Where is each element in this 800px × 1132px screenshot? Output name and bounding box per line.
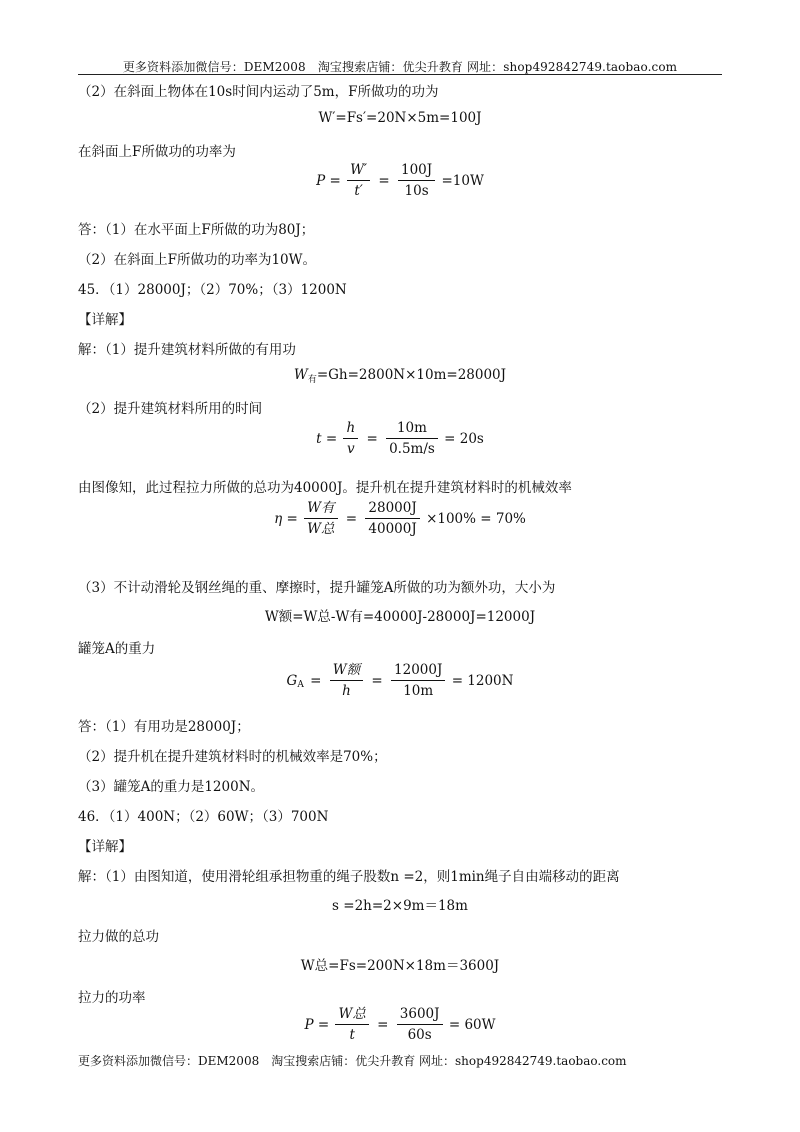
eq-lhs: η = — [274, 510, 298, 527]
p45-equation-5 — [0, 662, 800, 699]
eq-lhs: P = — [304, 1016, 330, 1033]
eq-operator: = — [366, 430, 378, 447]
p44-line-2: 在斜面上F所做功的功率为 — [78, 144, 236, 160]
fraction-denominator: h — [342, 683, 351, 699]
p44-equation-1: W′=Fs′=20N×5m=100J — [318, 110, 482, 126]
p45-equation-3 — [0, 500, 800, 537]
p46-equation-1: s =2h=2×9m＝18m — [332, 898, 468, 914]
eq-operator: = — [378, 172, 390, 189]
fraction-denominator: 10m — [403, 683, 434, 699]
p46-equation-3 — [0, 1006, 800, 1043]
fraction — [398, 162, 435, 199]
p45-detail-heading: 【详解】 — [78, 312, 132, 328]
fraction-numerator: 3600J — [397, 1006, 443, 1025]
fraction-numerator: 10m — [386, 420, 438, 439]
fraction — [391, 662, 445, 699]
p46-line-3: 拉力的功率 — [78, 990, 146, 1006]
p45-answer-1: 答：（1）有用功是28000J； — [78, 719, 250, 735]
eq-operator: = — [310, 672, 322, 689]
p44-answer-2: （2）在斜面上F所做功的功率为10W。 — [78, 252, 317, 268]
eq-subscript: A — [297, 680, 304, 690]
eq-subscript: 有 — [307, 375, 317, 385]
p46-line-1: 解：（1）由图知道，使用滑轮组承担物重的绳子股数n =2，则1min绳子自由端移动的距离 — [78, 869, 620, 885]
fraction-numerator: 28000J — [365, 500, 419, 519]
fraction-denominator: W总 — [307, 521, 335, 537]
fraction-denominator: v — [347, 441, 355, 457]
fraction-numerator: W额 — [330, 662, 363, 681]
fraction-denominator: 60s — [407, 1027, 432, 1043]
eq-rhs: = 20s — [444, 430, 484, 447]
p44-equation-2 — [0, 162, 800, 199]
p46-equation-2: W总=Fs=200N×18m＝3600J — [300, 958, 500, 974]
p45-equation-1 — [0, 367, 800, 385]
page-header: 更多资料添加微信号：DEM2008 淘宝搜索店铺：优尖升教育 网址：shop492842749.taobao.com — [122, 60, 678, 74]
header-rule — [78, 74, 722, 75]
p44-answer-1: 答：（1）在水平面上F所做的功为80J； — [78, 222, 315, 238]
p45-line-3: 由图像知，此过程拉力所做的总功为40000J。提升机在提升建筑材料时的机械效率 — [78, 480, 572, 496]
eq-lhs: t = — [316, 430, 338, 447]
fraction-numerator: 100J — [398, 162, 435, 181]
fraction-denominator: t′ — [354, 183, 363, 199]
fraction-denominator: t — [349, 1027, 355, 1043]
fraction — [397, 1006, 443, 1043]
eq-operator: = — [345, 510, 358, 527]
fraction-numerator: W′ — [347, 162, 370, 181]
eq-rest: =Gh=2800N×10m=28000J — [316, 367, 507, 383]
p45-answer-2: （2）提升机在提升建筑材料时的机械效率是70%； — [78, 749, 387, 765]
p45-line-1: 解：（1）提升建筑材料所做的有用功 — [78, 342, 296, 358]
p45-title: 45．（1）28000J；（2）70%；（3）1200N — [78, 282, 347, 298]
eq-lhs: P = — [316, 172, 341, 189]
p45-line-5: 罐笼A的重力 — [78, 641, 156, 657]
eq-symbol: W — [293, 367, 308, 383]
fraction — [365, 500, 419, 537]
eq-lhs: G — [286, 672, 298, 689]
p44-line-1: （2）在斜面上物体在10s时间内运动了5m，F所做功的功为 — [78, 84, 439, 100]
eq-operator: = — [377, 1016, 389, 1033]
fraction — [330, 662, 363, 699]
fraction-denominator: 0.5m/s — [389, 441, 435, 457]
fraction-numerator: W总 — [335, 1006, 368, 1025]
fraction — [347, 162, 370, 199]
eq-rhs: = 60W — [448, 1016, 496, 1033]
p46-detail-heading: 【详解】 — [78, 839, 132, 855]
fraction-numerator: h — [343, 420, 358, 439]
p45-answer-3: （3）罐笼A的重力是1200N。 — [78, 779, 265, 795]
fraction — [343, 420, 358, 457]
fraction-numerator: W有 — [304, 500, 337, 519]
fraction-numerator: 12000J — [391, 662, 445, 681]
fraction-denominator: 10s — [404, 183, 429, 199]
fraction — [335, 1006, 368, 1043]
page-footer: 更多资料添加微信号：DEM2008 淘宝搜索店铺：优尖升教育 网址：shop492842749.taobao.com — [78, 1054, 627, 1068]
eq-rhs: ×100% = 70% — [426, 510, 526, 527]
eq-operator: = — [371, 672, 383, 689]
p45-line-4: （3）不计动滑轮及钢丝绳的重、摩擦时，提升罐笼A所做的功为额外功，大小为 — [78, 580, 556, 596]
p45-line-2: （2）提升建筑材料所用的时间 — [78, 401, 263, 417]
fraction-denominator: 40000J — [368, 521, 417, 537]
p45-equation-2 — [0, 420, 800, 457]
fraction — [386, 420, 438, 457]
eq-rhs: =10W — [441, 172, 484, 189]
eq-rhs: = 1200N — [451, 672, 514, 689]
fraction — [304, 500, 337, 537]
p46-line-2: 拉力做的总功 — [78, 929, 159, 945]
p45-equation-4: W额=W总-W有=40000J-28000J=12000J — [264, 609, 536, 625]
p46-title: 46．（1）400N；（2）60W；（3）700N — [78, 809, 329, 825]
